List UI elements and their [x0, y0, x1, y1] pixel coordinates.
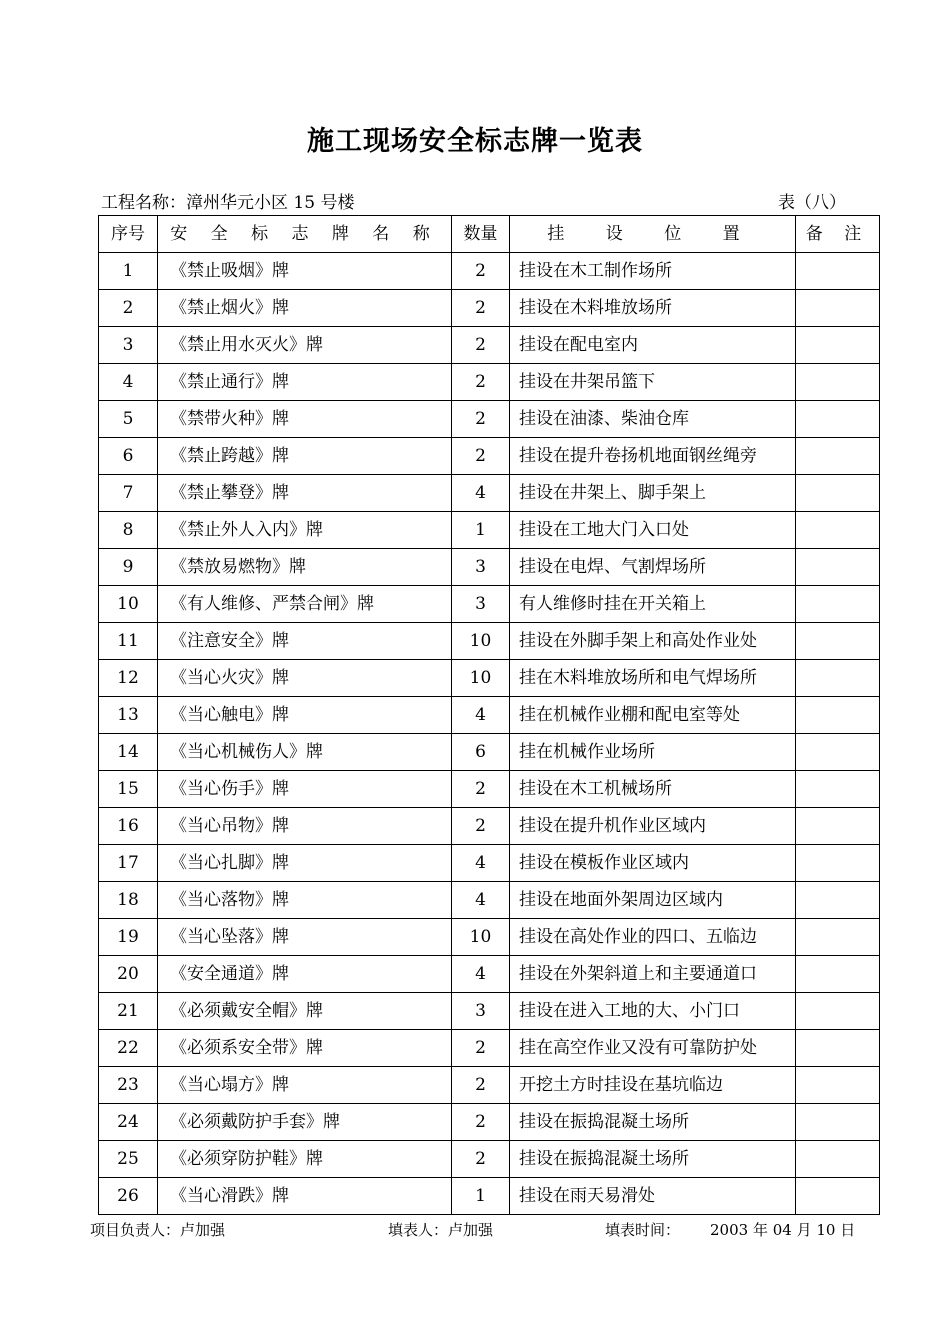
cell-sign-name: 《禁止攀登》牌	[158, 475, 452, 512]
cell-sign-name: 《当心机械伤人》牌	[158, 734, 452, 771]
cell-location: 挂设在油漆、柴油仓库	[510, 401, 796, 438]
cell-sign-name: 《必须戴安全帽》牌	[158, 993, 452, 1030]
cell-index: 24	[99, 1104, 158, 1141]
cell-location: 挂设在木工制作场所	[510, 253, 796, 290]
table-row	[99, 1178, 880, 1215]
cell-index: 5	[99, 401, 158, 438]
cell-index: 1	[99, 253, 158, 290]
table-row	[99, 1067, 880, 1104]
cell-location: 挂设在外脚手架上和高处作业处	[510, 623, 796, 660]
cell-location: 挂设在提升机作业区域内	[510, 808, 796, 845]
cell-index: 8	[99, 512, 158, 549]
cell-sign-name: 《注意安全》牌	[158, 623, 452, 660]
cell-sign-name: 《有人维修、严禁合闸》牌	[158, 586, 452, 623]
cell-location: 挂设在井架上、脚手架上	[510, 475, 796, 512]
table-row	[99, 549, 880, 586]
table-row	[99, 771, 880, 808]
cell-remark	[796, 956, 880, 993]
table-row	[99, 253, 880, 290]
cell-sign-name: 《安全通道》牌	[158, 956, 452, 993]
cell-remark	[796, 438, 880, 475]
cell-remark	[796, 919, 880, 956]
cell-remark	[796, 1030, 880, 1067]
cell-remark	[796, 475, 880, 512]
cell-sign-name: 《当心滑跌》牌	[158, 1178, 452, 1215]
cell-location: 挂设在配电室内	[510, 327, 796, 364]
cell-sign-name: 《禁放易燃物》牌	[158, 549, 452, 586]
cell-sign-name: 《禁止外人入内》牌	[158, 512, 452, 549]
cell-remark	[796, 845, 880, 882]
cell-quantity: 2	[452, 1030, 510, 1067]
cell-location: 挂在高空作业又没有可靠防护处	[510, 1030, 796, 1067]
project-name: 工程名称：漳州华元小区 15 号楼	[101, 193, 355, 213]
safety-sign-table	[98, 215, 880, 1215]
cell-remark	[796, 327, 880, 364]
cell-remark	[796, 586, 880, 623]
cell-quantity: 2	[452, 438, 510, 475]
table-row	[99, 401, 880, 438]
table-row	[99, 1030, 880, 1067]
cell-sign-name: 《必须穿防护鞋》牌	[158, 1141, 452, 1178]
cell-index: 4	[99, 364, 158, 401]
cell-remark	[796, 253, 880, 290]
cell-sign-name: 《当心伤手》牌	[158, 771, 452, 808]
cell-quantity: 6	[452, 734, 510, 771]
cell-index: 23	[99, 1067, 158, 1104]
cell-index: 11	[99, 623, 158, 660]
cell-location: 挂设在木料堆放场所	[510, 290, 796, 327]
fill-date-value: 2003 年 04 月 10 日	[710, 1221, 856, 1239]
cell-index: 26	[99, 1178, 158, 1215]
cell-location: 挂设在地面外架周边区域内	[510, 882, 796, 919]
cell-index: 3	[99, 327, 158, 364]
table-row	[99, 697, 880, 734]
cell-index: 7	[99, 475, 158, 512]
cell-index: 12	[99, 660, 158, 697]
cell-sign-name: 《当心扎脚》牌	[158, 845, 452, 882]
cell-remark	[796, 993, 880, 1030]
cell-index: 14	[99, 734, 158, 771]
cell-quantity: 4	[452, 956, 510, 993]
cell-location: 挂设在电焊、气割焊场所	[510, 549, 796, 586]
cell-quantity: 1	[452, 1178, 510, 1215]
cell-sign-name: 《禁止通行》牌	[158, 364, 452, 401]
table-row	[99, 475, 880, 512]
table-number: 表（八）	[778, 193, 846, 213]
table-body	[99, 253, 880, 1215]
cell-location: 挂在机械作业棚和配电室等处	[510, 697, 796, 734]
cell-index: 6	[99, 438, 158, 475]
table-row	[99, 919, 880, 956]
cell-sign-name: 《禁带火种》牌	[158, 401, 452, 438]
cell-quantity: 10	[452, 919, 510, 956]
cell-quantity: 1	[452, 512, 510, 549]
cell-remark	[796, 401, 880, 438]
table-row	[99, 1141, 880, 1178]
table-row	[99, 364, 880, 401]
cell-sign-name: 《禁止吸烟》牌	[158, 253, 452, 290]
cell-index: 21	[99, 993, 158, 1030]
cell-quantity: 2	[452, 253, 510, 290]
cell-remark	[796, 623, 880, 660]
cell-sign-name: 《当心吊物》牌	[158, 808, 452, 845]
cell-quantity: 4	[452, 882, 510, 919]
cell-quantity: 2	[452, 1104, 510, 1141]
cell-index: 25	[99, 1141, 158, 1178]
cell-remark	[796, 549, 880, 586]
cell-index: 18	[99, 882, 158, 919]
cell-index: 15	[99, 771, 158, 808]
table-row	[99, 327, 880, 364]
cell-sign-name: 《必须系安全带》牌	[158, 1030, 452, 1067]
cell-sign-name: 《当心火灾》牌	[158, 660, 452, 697]
table-row	[99, 882, 880, 919]
table-row	[99, 623, 880, 660]
cell-quantity: 10	[452, 623, 510, 660]
cell-location: 挂设在木工机械场所	[510, 771, 796, 808]
table-row	[99, 993, 880, 1030]
cell-location: 挂设在振捣混凝土场所	[510, 1141, 796, 1178]
fill-date	[605, 1219, 855, 1241]
cell-quantity: 2	[452, 290, 510, 327]
cell-quantity: 3	[452, 549, 510, 586]
cell-quantity: 3	[452, 586, 510, 623]
cell-quantity: 2	[452, 327, 510, 364]
cell-quantity: 4	[452, 697, 510, 734]
cell-quantity: 4	[452, 845, 510, 882]
cell-sign-name: 《禁止烟火》牌	[158, 290, 452, 327]
cell-remark	[796, 808, 880, 845]
header-sign-name: 安 全 标 志 牌 名 称	[158, 216, 452, 253]
cell-index: 16	[99, 808, 158, 845]
cell-quantity: 2	[452, 1067, 510, 1104]
cell-index: 9	[99, 549, 158, 586]
cell-location: 挂设在提升卷扬机地面钢丝绳旁	[510, 438, 796, 475]
table-row	[99, 1104, 880, 1141]
cell-index: 22	[99, 1030, 158, 1067]
cell-index: 17	[99, 845, 158, 882]
cell-sign-name: 《当心触电》牌	[158, 697, 452, 734]
cell-location: 开挖土方时挂设在基坑临边	[510, 1067, 796, 1104]
table-row	[99, 438, 880, 475]
cell-sign-name: 《禁止用水灭火》牌	[158, 327, 452, 364]
table-row	[99, 586, 880, 623]
cell-location: 挂设在进入工地的大、小门口	[510, 993, 796, 1030]
table-row	[99, 512, 880, 549]
header-remark: 备 注	[796, 216, 880, 253]
cell-remark	[796, 1141, 880, 1178]
cell-sign-name: 《禁止跨越》牌	[158, 438, 452, 475]
cell-location: 挂设在工地大门入口处	[510, 512, 796, 549]
cell-quantity: 2	[452, 401, 510, 438]
header-quantity: 数量	[452, 216, 510, 253]
cell-location: 挂设在振捣混凝土场所	[510, 1104, 796, 1141]
cell-remark	[796, 512, 880, 549]
cell-remark	[796, 1067, 880, 1104]
cell-remark	[796, 697, 880, 734]
table-row	[99, 956, 880, 993]
cell-index: 13	[99, 697, 158, 734]
cell-quantity: 3	[452, 993, 510, 1030]
cell-location: 挂设在高处作业的四口、五临边	[510, 919, 796, 956]
cell-index: 10	[99, 586, 158, 623]
cell-sign-name: 《当心塌方》牌	[158, 1067, 452, 1104]
project-manager: 项目负责人：卢加强	[90, 1221, 226, 1239]
cell-quantity: 2	[452, 1141, 510, 1178]
cell-remark	[796, 290, 880, 327]
cell-quantity: 2	[452, 364, 510, 401]
cell-sign-name: 《当心坠落》牌	[158, 919, 452, 956]
cell-index: 19	[99, 919, 158, 956]
table-row	[99, 660, 880, 697]
header-location: 挂 设 位 置	[510, 216, 796, 253]
cell-location: 挂设在井架吊篮下	[510, 364, 796, 401]
cell-sign-name: 《必须戴防护手套》牌	[158, 1104, 452, 1141]
cell-remark	[796, 882, 880, 919]
cell-location: 有人维修时挂在开关箱上	[510, 586, 796, 623]
cell-location: 挂设在模板作业区域内	[510, 845, 796, 882]
cell-location: 挂在机械作业场所	[510, 734, 796, 771]
cell-remark	[796, 1178, 880, 1215]
cell-quantity: 10	[452, 660, 510, 697]
table-row	[99, 734, 880, 771]
table-header-row	[99, 216, 880, 253]
cell-location: 挂设在外架斜道上和主要通道口	[510, 956, 796, 993]
cell-remark	[796, 364, 880, 401]
cell-remark	[796, 771, 880, 808]
table-row	[99, 808, 880, 845]
cell-quantity: 4	[452, 475, 510, 512]
cell-quantity: 2	[452, 771, 510, 808]
form-filler: 填表人：卢加强	[388, 1221, 494, 1239]
cell-quantity: 2	[452, 808, 510, 845]
cell-index: 2	[99, 290, 158, 327]
cell-remark	[796, 1104, 880, 1141]
cell-location: 挂设在雨天易滑处	[510, 1178, 796, 1215]
cell-remark	[796, 734, 880, 771]
header-index: 序号	[99, 216, 158, 253]
fill-date-label: 填表时间：	[605, 1221, 681, 1239]
table-row	[99, 845, 880, 882]
cell-location: 挂在木料堆放场所和电气焊场所	[510, 660, 796, 697]
cell-remark	[796, 660, 880, 697]
table-row	[99, 290, 880, 327]
document-title: 施工现场安全标志牌一览表	[307, 126, 643, 157]
cell-sign-name: 《当心落物》牌	[158, 882, 452, 919]
cell-index: 20	[99, 956, 158, 993]
